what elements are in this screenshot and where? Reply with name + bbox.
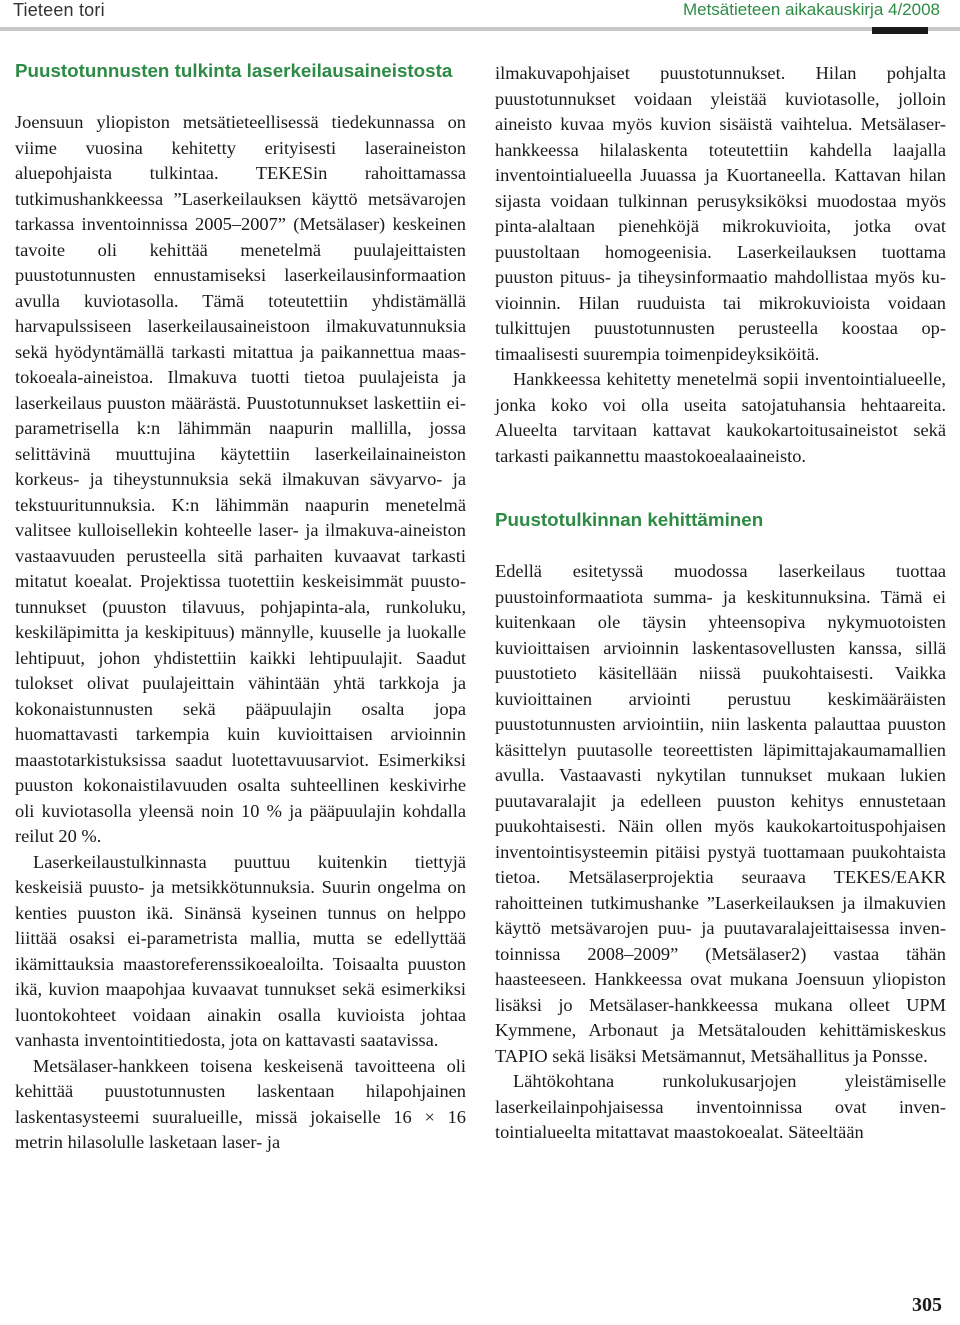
header-divider: [0, 27, 960, 31]
paragraph: Hankkeessa kehitetty menetelmä sopii inventointialueelle, jonka koko voi olla useita satojatuhansia hehtaareita. Alueelta tarvitaan kattavat kaukokartoitusaineistot sekä tarkasti paikannettu maastokoealaaineisto.: [495, 369, 946, 466]
paragraph: ilmakuvapohjaiset puustotunnukset. Hilan pohjalta puustotunnukset voidaan yleistää kuviotasolle, jolloin aineisto kuvaa myös kuvion sisäistä vaihtelua. Metsälaser-hankkeessa hilalaskenta toteutettiin kahdella laajalla inventointialueella Juuassa ja Kuortaneella. Kattavan hilan sijasta voidaan tulkinnan perusyksiköksi muodostaa myös pinta-alaltaan pienehköjä mikrokuvioita, jotka ovat puustoltaan homogeenisia. Laserkeilauksen tuottama puuston pituus- ja tiheysinformaatio mahdollistaa myös kuvioinnin. Hilan ruuduista tai mikrokuvioista voidaan tulkittujen puustotunnusten perusteella koostaa optimaalisesti suurempia toimenpideyksiköitä.: [495, 63, 946, 364]
right-column: [495, 61, 946, 1146]
left-column: [15, 58, 466, 1156]
paragraph: Edellä esitetyssä muodossa laserkeilaus tuottaa puustoinformaatiota summa- ja keskitunnuksina. Tämä ei kuitenkaan ole täysin yhteensopiva nykymuotoisten kuvioittaisen arvioinnin laskentasovellusten kanssa, sillä puustotieto käsitellään niissä puukohtaisesti. Vaikka kuvioittainen arviointi perustuu keskimääräisten puustotunnusten arviointiin, niin laskenta palauttaa puuston käsittelyn puutasolle teoreettisten läpimittajakaumamallien avulla. Vastaavasti nykytilan tunnukset mukaan lukien puutavaralajit ja edelleen puuston kehitys ennustetaan puukohtaisesti. Näin ollen myös kaukokartoituspohjaisen inventointisysteemin pitäisi pystyä tuottamaan puukohtaista tietoa. Metsälaserprojektia seuraava TEKES/EAKR rahoitteinen tutkimushanke ”Laserkeilauksen ja ilmakuvien käyttö metsävarojen puu- ja puutavaralajeittaisessa inventoinnissa 2008–2009” (Metsälaser2) vastaa tähän haasteeseen. Hankkeessa ovat mukana Joensuun yliopiston lisäksi jo Metsälaser-hankkeessa mukana olleet UPM Kymmene, Arbonaut ja Metsätalouden kehittämiskeskus TAPIO sekä lisäksi Metsämannut, Metsähallitus ja Ponsse.: [495, 561, 946, 1066]
section-heading: Puustotulkinnan kehittäminen: [495, 509, 764, 530]
page-number: 305: [912, 1294, 942, 1316]
journal-title: Metsätieteen aikakauskirja 4/2008: [682, 0, 940, 19]
paragraph: Metsälaser-hankkeen toisena keskeisenä tavoitteena oli kehittää puustotunnusten laskentaan hilapohjainen laskentasysteemi suuralueille, missä jokaiselle 16 × 16 metrin hilasolulle lasketaan laser- ja: [15, 1055, 466, 1152]
article-heading: Puustotunnusten tulkinta laserkeilausaineistosta: [15, 60, 453, 81]
paragraph: Laserkeilaustulkinnasta puuttuu kuitenkin tiettyjä keskeisiä puusto- ja metsikkötunnuksia. Suurin ongelma on kenties puuston ikä. Sinänsä kyseinen tunnus on helppo liittää osaksi ei-parametrista mallia, mutta se edellyttää ikämittauksia maastoreferenssikoealoilta. Toisaalta puuston ikä, kuvion maapohjaa kuvaavat tunnukset sekä esimerkiksi luontokohteet voidaan ainakin osalla kuvioista johtaa vanhasta inventointitiedosta, jota on kattavasti saatavissa.: [15, 851, 466, 1050]
header-tab-marker: [872, 27, 928, 34]
paragraph: Lähtökohtana runkolukusarjojen yleistämiselle laserkeilainpohjaisessa inventoinnissa ovat inventointialueelta mitattavat maastokoealat. Säteeltään: [495, 1071, 946, 1142]
paragraph: Joensuun yliopiston metsätieteellisessä tiedekunnassa on viime vuosina kehitetty erityisesti laseraineiston aluepohjaista tulkintaa. TEKESin rahoittamassa tutkimushankkeessa ”Laserkeilauksen käyttö metsävarojen tarkassa inventoinnissa 2005–2007” (Metsälaser) keskeinen tavoite oli kehittää menetelmä puulajeittaisten puustotunnusten ennustamiseksi laserkeilausinformaation avulla kuviotasolla. Tämä toteutettiin yhdistämällä harvapulssiseen laserkeilausaineistoon ilmakuvatunnuksia sekä hyödyntämällä tarkasti mitattua ja paikannettua maastokoeala-aineistoa. Ilmakuva tuotti tietoa puulajeista ja laserkeilaus puuston määrästä. Puustotunnukset laskettiin ei-parametrisella k:n lähimmän naapurin mallilla, jossa selittävinä muuttujina käytettiin laserkeilainaineiston korkeus- ja tiheystunnuksia sekä ilmakuvan sävyarvo- ja tekstuuritunnuksia. K:n lähimmän naapurin menetelmä valitsee kulloisellekin kohteelle laser- ja ilmakuva-aineiston vastaavuuden perusteella sitä parhaiten kuvaavat tarkasti mitatut koealat. Projektissa tuotettiin keskeisimmät puustotunnukset (puuston tilavuus, pohjapinta-ala, runkoluku, keskiläpimitta ja keskipituus) männylle, kuuselle ja luokalle lehtipuut, johon yhdistettiin kaikki lehtipuulajit. Saadut tulokset olivat puulajeittain vähintään yhtä tarkkoja ja kokonaistunnusten sekä pääpuulajin osalta jopa huomattavasti tarkempia kuin kuvioittaisen arvioinnin maastotarkistuksissa saadut luotettavuusarviot. Esimerkiksi puuston kokonaistilavuuden osalta suhteellinen keskivirhe oli kuviotasolla yleensä noin 10 % ja pääpuulajin kohdalla reilut 20 %.: [15, 112, 466, 846]
section-label: Tieteen tori: [13, 0, 105, 20]
